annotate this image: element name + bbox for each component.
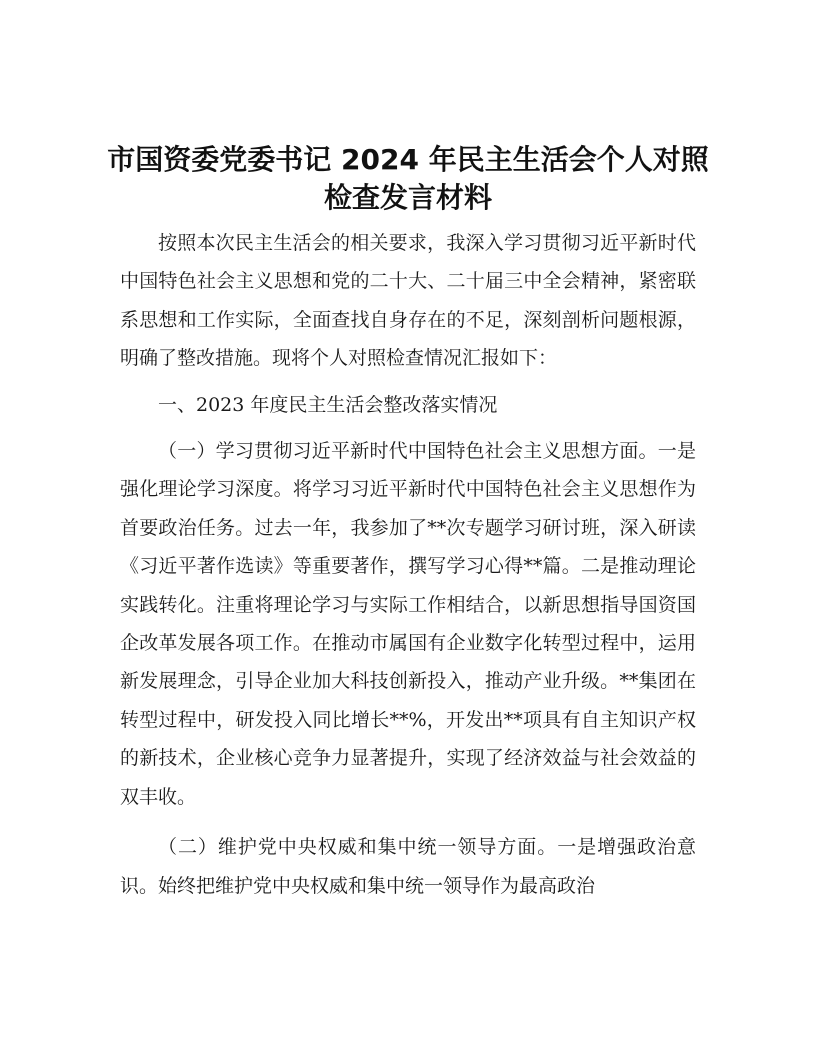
paragraph-item-2: （二）维护党中央权威和集中统一领导方面。一是增强政治意识。始终把维护党中央权威和集中统一领导作为最高政治 [120, 836, 696, 897]
intro-paragraph: 按照本次民主生活会的相关要求，我深入学习贯彻习近平新时代中国特色社会主义思想和党的二十大、二十届三中全会精神，紧密联系思想和工作实际，全面查找自身存在的不足，深刻剖析问题根源，明确了整改措施。现将个人对照检查情况汇报如下： [120, 232, 696, 370]
document-title-line-2: 检查发言材料 [323, 181, 492, 214]
document-body [120, 224, 696, 905]
section-heading-1: 一、2023 年度民主生活会整改落实情况 [158, 393, 498, 416]
document-title-line-1: 市国资委党委书记 2024 年民主生活会个人对照 [107, 143, 709, 176]
paragraph-item-1: （一）学习贯彻习近平新时代中国特色社会主义思想方面。一是强化理论学习深度。将学习习近平新时代中国特色社会主义思想作为首要政治任务。过去一年，我参加了**次专题学习研讨班，深入研读《习近平著作选读》等重要著作，撰写学习心得**篇。二是推动理论实践转化。注重将理论学习与实际工作相结合，以新思想指导国资国企改革发展各项工作。在推动市属国有企业数字化转型过程中，运用新发展理念，引导企业加大科技创新投入，推动产业升级。**集团在转型过程中，研发投入同比增长**%，开发出**项具有自主知识产权的新技术，企业核心竞争力显著提升，实现了经济效益与社会效益的双丰收。 [120, 440, 696, 808]
